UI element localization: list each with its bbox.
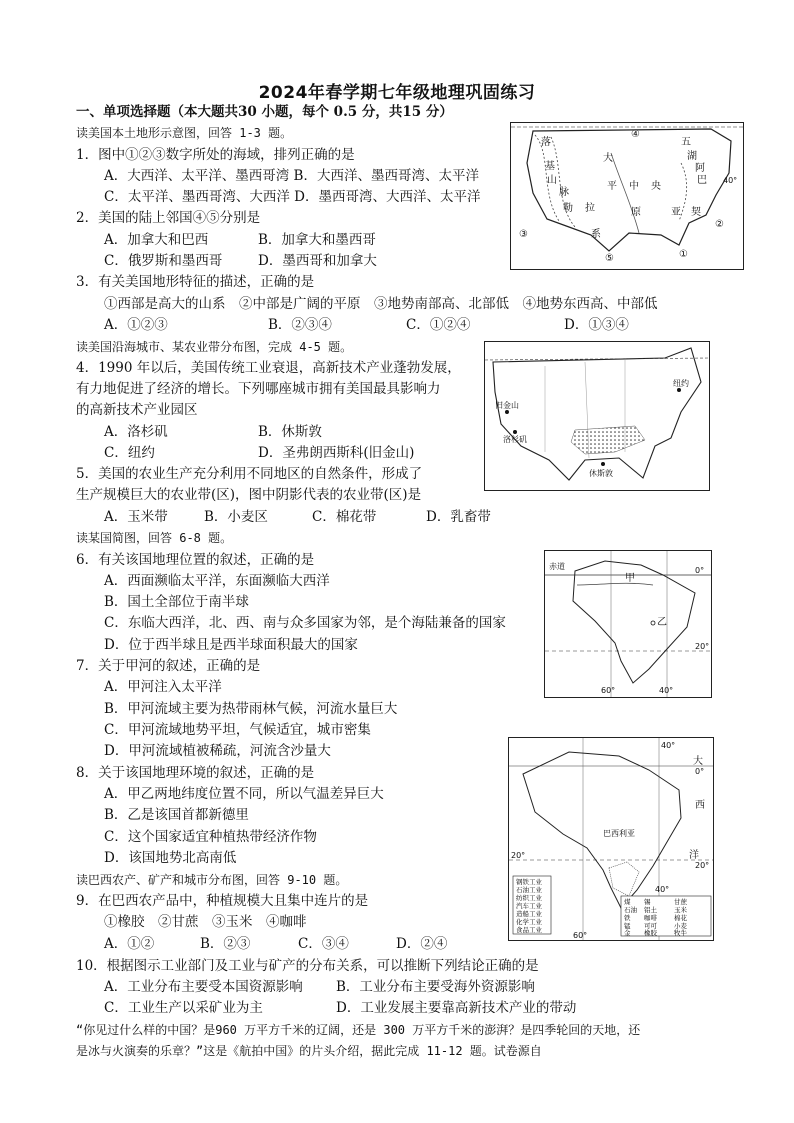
q2-option-b: B．加拿大和墨西哥 [258, 232, 376, 248]
map2-label-0: 旧金山 [495, 401, 519, 410]
legend-left-1: 石油工业 [516, 886, 542, 894]
q3-option-d: D．①③④ [564, 317, 629, 333]
q9-option-c: C．③④ [298, 936, 349, 952]
q8-option-c: C．这个国家适宜种植热带经济作物 [104, 829, 317, 845]
question-4-line3: 的高新技术产业园区 [76, 402, 198, 418]
legend-right-8: 可可 [644, 922, 657, 930]
q1-options-ab: A．大西洋、太平洋、墨西哥湾 B．大西洋、墨西哥湾、太平洋 [104, 168, 479, 184]
q3-option-a: A．①②③ [104, 317, 168, 333]
question-4-line2: 有力地促进了经济的增长。下列哪座城市拥有美国最具影响力 [76, 381, 441, 397]
map1-label-9: 五 [681, 137, 691, 148]
map2-label-3: 休斯敦 [589, 469, 613, 478]
q10-option-c: C．工业生产以采矿业为主 [104, 1000, 263, 1016]
q5-option-d: D．乳畜带 [426, 509, 491, 525]
map1-label-18: ④ [631, 129, 640, 140]
map2-label-1: 洛杉矶 [503, 435, 527, 444]
q7-option-a: A．甲河注入太平洋 [104, 679, 222, 695]
q10-option-a: A．工业分布主要受本国资源影响 [104, 979, 303, 995]
question-3: 3．有关美国地形特征的描述，正确的是 [76, 274, 315, 290]
q7-option-c: C．甲河流域地势平坦，气候适宜，城市密集 [104, 722, 371, 738]
legend-right-11: 玉米 [674, 906, 687, 914]
legend-right-4: 金 [624, 929, 631, 937]
map1-label-15: 亚 [671, 207, 681, 218]
q3-option-c: C．①②④ [406, 317, 471, 333]
question-2: 2．美国的陆上邻国④⑤分别是 [76, 210, 261, 226]
question-4-line1: 4．1990 年以后，美国传统工业衰退，高新技术产业蓬勃发展， [76, 360, 461, 376]
map4-label-5: 0° [695, 767, 705, 776]
map1-label-5: 平 [607, 181, 617, 192]
q9-statements: ①橡胶 ②甘蔗 ③玉米 ④咖啡 [104, 914, 307, 930]
map3-label-1: 甲 [625, 573, 635, 584]
q6-option-a: A．西面濒临太平洋，东面濒临大西洋 [104, 573, 330, 589]
q2-option-c: C．俄罗斯和墨西哥 [104, 253, 223, 269]
question-10: 10．根据图示工业部门及工业与矿产的分布关系，可以推断下列结论正确的是 [76, 958, 539, 974]
legend-left-5: 化学工业 [516, 918, 542, 926]
map1-label-7: 中 [629, 181, 639, 192]
q6-option-b: B．国土全部位于南半球 [104, 594, 249, 610]
map1-label-10: 湖 [687, 151, 697, 162]
map1-label-16: 勒 [563, 203, 573, 214]
map3-label-5: 60° [601, 686, 616, 695]
map2-label-2: 纽约 [673, 379, 689, 388]
map1-label-14: 契 [691, 207, 701, 218]
q8-option-a: A．甲乙两地纬度位置不同，所以气温差异巨大 [104, 786, 384, 802]
map1-label-23: 40° [723, 176, 738, 185]
q7-option-b: B．甲河流域主要为热带雨林气候，河流水量巨大 [104, 701, 398, 717]
question-5-line2: 生产规模巨大的农业带(区)，图中阴影代表的农业带(区)是 [76, 487, 422, 503]
legend-right-2: 铁 [624, 914, 631, 922]
question-6: 6．有关该国地理位置的叙述，正确的是 [76, 552, 315, 568]
q6-option-c: C．东临大西洋，北、西、南与众多国家为邻，是个海陆兼备的国家 [104, 615, 506, 631]
intro-4-5: 读美国沿海城市、某农业带分布图，完成 4-5 题。 [76, 340, 353, 354]
q1-options-cd: C．太平洋、墨西哥湾、大西洋 D．墨西哥湾、大西洋、太平洋 [104, 189, 481, 205]
q5-option-a: A．玉米带 [104, 509, 168, 525]
map3-label-4: 20° [695, 642, 710, 651]
map4-label-2: 西 [695, 800, 705, 811]
q4-option-d: D．圣弗朗西斯科(旧金山) [258, 445, 415, 461]
legend-right-6: 铝土 [644, 906, 657, 914]
brazil-outline-map [544, 550, 712, 698]
quote-line2: 是冰与火演奏的乐章？”这是《航拍中国》的片头介绍，据此完成 11-12 题。试卷源自 [76, 1044, 542, 1058]
map1-label-11: 阿 [695, 163, 705, 174]
map1-label-6: 原 [631, 207, 641, 218]
legend-left-4: 造船工业 [516, 910, 542, 918]
map3-label-2: 乙 [657, 617, 667, 628]
legend-left-3: 汽车工业 [516, 902, 542, 910]
question-9: 9．在巴西农产品中，种植规模大且集中连片的是 [76, 893, 369, 909]
legend-right-13: 小麦 [674, 922, 687, 930]
intro-9-10: 读巴西农产、矿产和城市分布图，回答 9-10 题。 [76, 873, 348, 887]
question-7: 7．关于甲河的叙述，正确的是 [76, 658, 261, 674]
map4-label-0: 40° [661, 741, 676, 750]
section-heading: 一、单项选择题（本大题共30 小题，每个 0.5 分，共15 分） [76, 104, 453, 120]
map1-label-1: 基 [545, 161, 555, 172]
legend-left-6: 食品工业 [516, 926, 542, 934]
q2-option-a: A．加拿大和巴西 [104, 232, 209, 248]
q5-option-b: B．小麦区 [204, 509, 268, 525]
q5-option-c: C．棉花带 [312, 509, 377, 525]
map1-label-17: 系 [591, 229, 601, 240]
legend-right-7: 咖啡 [644, 914, 657, 922]
intro-6-8: 读某国简图，回答 6-8 题。 [76, 531, 233, 545]
map3-label-3: 0° [695, 566, 705, 575]
q3-option-b: B．②③④ [268, 317, 332, 333]
q4-option-a: A．洛杉矶 [104, 424, 168, 440]
q4-option-b: B．休斯敦 [258, 424, 322, 440]
q3-statements: ①西部是高大的山系 ②中部是广阔的平原 ③地势南部高、北部低 ④地势东西高、中部低 [104, 296, 658, 312]
map1-label-12: 巴 [697, 175, 707, 186]
q8-option-b: B．乙是该国首都新德里 [104, 807, 249, 823]
legend-left-2: 纺织工业 [516, 894, 542, 902]
q4-option-c: C．纽约 [104, 445, 155, 461]
q10-option-b: B．工业分布主要受海外资源影响 [336, 979, 535, 995]
legend-right-1: 石油 [624, 906, 637, 914]
question-5-line1: 5．美国的农业生产充分利用不同地区的自然条件，形成了 [76, 466, 423, 482]
map1-label-19: ① [679, 249, 688, 260]
q6-option-d: D．位于西半球且是西半球面积最大的国家 [104, 637, 358, 653]
question-1: 1．图中①②③数字所处的海域，排列正确的是 [76, 147, 355, 163]
question-8: 8．关于该国地理环境的叙述，正确的是 [76, 765, 315, 781]
map4-label-3: 洋 [689, 850, 699, 861]
q9-option-d: D．②④ [396, 936, 448, 952]
q9-option-a: A．①② [104, 936, 155, 952]
map1-label-4: 大 [603, 153, 613, 164]
legend-right-3: 锰 [624, 922, 631, 930]
brazil-resources-map [508, 737, 714, 941]
map1-label-21: ③ [519, 229, 528, 240]
us-terrain-map [510, 122, 744, 270]
q7-option-d: D．甲河流域植被稀疏，河流含沙量大 [104, 743, 331, 759]
legend-right-9: 橡胶 [644, 929, 657, 937]
q8-option-d: D．该国地势北高南低 [104, 850, 237, 866]
legend-right-12: 棉花 [674, 914, 687, 922]
map4-label-1: 大 [693, 756, 703, 767]
map1-label-13: 拉 [585, 203, 595, 214]
map4-label-6: 20° [511, 851, 526, 860]
map1-label-0: 落 [541, 137, 551, 148]
legend-right-0: 煤 [624, 898, 631, 906]
quote-line1: “你见过什么样的中国？是960 万平方千米的辽阔，还是 300 万平方千米的澎湃？是四季轮回的天地，还 [76, 1023, 641, 1037]
map1-label-2: 山 [547, 175, 557, 186]
q9-option-b: B．②③ [200, 936, 251, 952]
intro-1-3: 读美国本土地形示意图，回答 1-3 题。 [76, 126, 293, 140]
map1-label-3: 脉 [559, 187, 569, 198]
map3-label-0: 赤道 [549, 562, 565, 571]
map1-label-22: ⑤ [605, 253, 614, 264]
legend-right-10: 甘蔗 [674, 898, 687, 906]
legend-left-0: 钢铁工业 [516, 878, 542, 886]
map1-label-8: 央 [651, 181, 661, 192]
q10-option-d: D．工业发展主要靠高新技术产业的带动 [336, 1000, 577, 1016]
page-title: 2024年春学期七年级地理巩固练习 [258, 83, 536, 103]
q2-option-d: D．墨西哥和加拿大 [258, 253, 377, 269]
legend-right-5: 锡 [644, 898, 651, 906]
us-cities-agri-map [484, 341, 710, 491]
map4-label-4: 巴西利亚 [603, 829, 635, 838]
map3-label-6: 40° [659, 686, 674, 695]
map4-label-8: 40° [655, 885, 670, 894]
map4-label-9: 60° [573, 931, 588, 940]
map4-label-7: 20° [695, 861, 710, 870]
map1-label-20: ② [715, 219, 724, 230]
legend-right-14: 牧牛 [674, 929, 687, 937]
